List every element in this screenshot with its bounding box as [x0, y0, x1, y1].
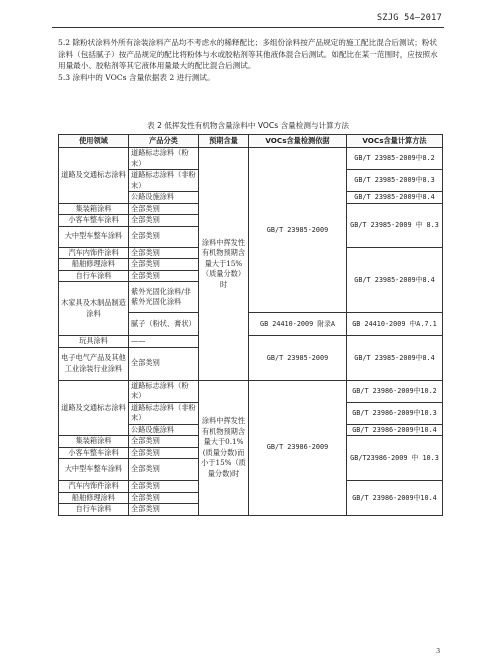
cell-calc-method: GB/T 23985-2009 中 8.3 — [347, 203, 443, 247]
cell-product-category: 全部类别 — [129, 203, 199, 215]
cell-usage-field: 自行车涂料 — [59, 504, 129, 516]
cell-product-category: 全部类别 — [129, 492, 199, 504]
cell-usage-field: 船舶修理涂料 — [59, 492, 129, 504]
cell-product-category: 全部类别 — [129, 347, 199, 380]
cell-calc-method: GB/T 23985-2009中8.4 — [347, 192, 443, 204]
header-product-category: 产品分类 — [129, 135, 199, 148]
cell-product-category: 道路标志涂料（非粉末） — [129, 170, 199, 192]
cell-usage-field: 木家具及木制品制造涂料 — [59, 282, 129, 336]
cell-product-category: 全部类别 — [129, 226, 199, 247]
cell-calc-method: GB/T 23985-2009中8.4 — [347, 336, 443, 381]
cell-product-category: 全部类别 — [129, 459, 199, 481]
table-row — [59, 380, 443, 402]
cell-calc-method: GB 24410-2009 中A.7.1 — [347, 313, 443, 336]
cell-usage-field: 汽车内饰件涂料 — [59, 481, 129, 493]
cell-calc-method: GB/T 23985-2009中8.3 — [347, 170, 443, 192]
cell-product-category: 道路标志涂料（粉末） — [129, 148, 199, 170]
cell-calc-method: GB/T 23986-2009中10.3 — [347, 402, 443, 424]
document-code: SZJG 54—2017 — [376, 13, 442, 23]
header-rule — [52, 27, 444, 28]
cell-product-category: 道路标志涂料（粉末） — [129, 380, 199, 402]
table-row — [59, 148, 443, 170]
cell-product-category: 公路设施涂料 — [129, 192, 199, 204]
cell-product-category: —— — [129, 336, 199, 348]
cell-product-category: 全部类别 — [129, 447, 199, 459]
cell-calc-method: GB/T 23985-2009中8.4 — [347, 247, 443, 313]
cell-product-category: 全部类别 — [129, 481, 199, 493]
cell-usage-field: 大中型车整车涂料 — [59, 226, 129, 247]
cell-usage-field: 小客车整车涂料 — [59, 215, 129, 227]
cell-product-category: 全部类别 — [129, 504, 199, 516]
cell-product-category: 腻子（粉状、膏状） — [129, 313, 199, 336]
cell-product-category: 全部类别 — [129, 270, 199, 282]
cell-calc-method: GB/T 23985-2009中8.2 — [347, 148, 443, 170]
vocs-test-method-table — [58, 134, 443, 516]
cell-product-category: 全部类别 — [129, 436, 199, 448]
header-calc-method: VOCs含量计算方法 — [347, 135, 443, 148]
table-row — [59, 336, 443, 348]
cell-usage-field: 汽车内饰件涂料 — [59, 247, 129, 259]
paragraph-5-3: 5.3 涂料中的 VOCs 含量依据表 2 进行测试。 — [58, 73, 215, 82]
cell-calc-method: GB/T 23986-2009中10.2 — [347, 380, 443, 402]
cell-usage-field: 大中型车整车涂料 — [59, 459, 129, 481]
cell-expected-content: 涂料中挥发性有机物预期含量大于15%（质量分数）时 — [199, 148, 249, 381]
cell-usage-field: 船舶修理涂料 — [59, 259, 129, 271]
cell-usage-field: 玩具涂料 — [59, 336, 129, 348]
cell-calc-method: GB/T 23986-2009中10.4 — [347, 424, 443, 436]
cell-usage-field: 集装箱涂料 — [59, 436, 129, 448]
cell-usage-field: 道路及交通标志涂料 — [59, 148, 129, 204]
cell-product-category: 全部类别 — [129, 215, 199, 227]
cell-product-category: 道路标志涂料（非粉末） — [129, 402, 199, 424]
paragraph-5-2: 5.2 除粉状涂料外所有涂装涂料产品均不考虑水的稀释配比；多组份涂料按产品规定的施工配比混合后测试；粉状涂料（包括腻子）按产品规定的配比将粉体与水或胶粘剂等其他液体混合后测试。如配比在某一范围时，应按照水用量最小、胶粘剂等其它液体用量最大的配比混合后测试。 — [58, 38, 438, 70]
cell-product-category: 全部类别 — [129, 259, 199, 271]
cell-test-basis: GB/T 23985-2009 — [249, 148, 347, 313]
cell-test-basis: GB/T 23985-2009 — [249, 336, 347, 381]
table-title: 表 2 低挥发性有机物含量涂料中 VOCs 含量检测与计算方法 — [147, 121, 349, 130]
cell-test-basis: GB 24410-2009 附录A — [249, 313, 347, 336]
cell-expected-content: 涂料中挥发性有机物预期含量大于0.1%(质量分数)而小于15%（质量分数)时 — [199, 380, 249, 515]
header-usage-field: 使用领域 — [59, 135, 129, 148]
header-test-basis: VOCs含量检测依据 — [249, 135, 347, 148]
cell-usage-field: 道路及交通标志涂料 — [59, 380, 129, 436]
cell-product-category: 公路设施涂料 — [129, 424, 199, 436]
cell-calc-method: GB/T 23986-2009中10.4 — [347, 481, 443, 516]
cell-test-basis: GB/T 23986-2009 — [249, 380, 347, 515]
cell-calc-method: GB/T23986-2009 中 10.3 — [347, 436, 443, 481]
cell-usage-field: 电子电气产品及其他工业涂装行业涂料 — [59, 347, 129, 380]
cell-product-category: 紫外光固化涂料/非紫外光固化涂料 — [129, 282, 199, 313]
cell-usage-field: 集装箱涂料 — [59, 203, 129, 215]
page-number: 3 — [436, 646, 440, 655]
cell-usage-field: 小客车整车涂料 — [59, 447, 129, 459]
cell-usage-field: 自行车涂料 — [59, 270, 129, 282]
header-expected-content: 预期含量 — [199, 135, 249, 148]
table-header-row — [59, 135, 443, 148]
cell-product-category: 全部类别 — [129, 247, 199, 259]
